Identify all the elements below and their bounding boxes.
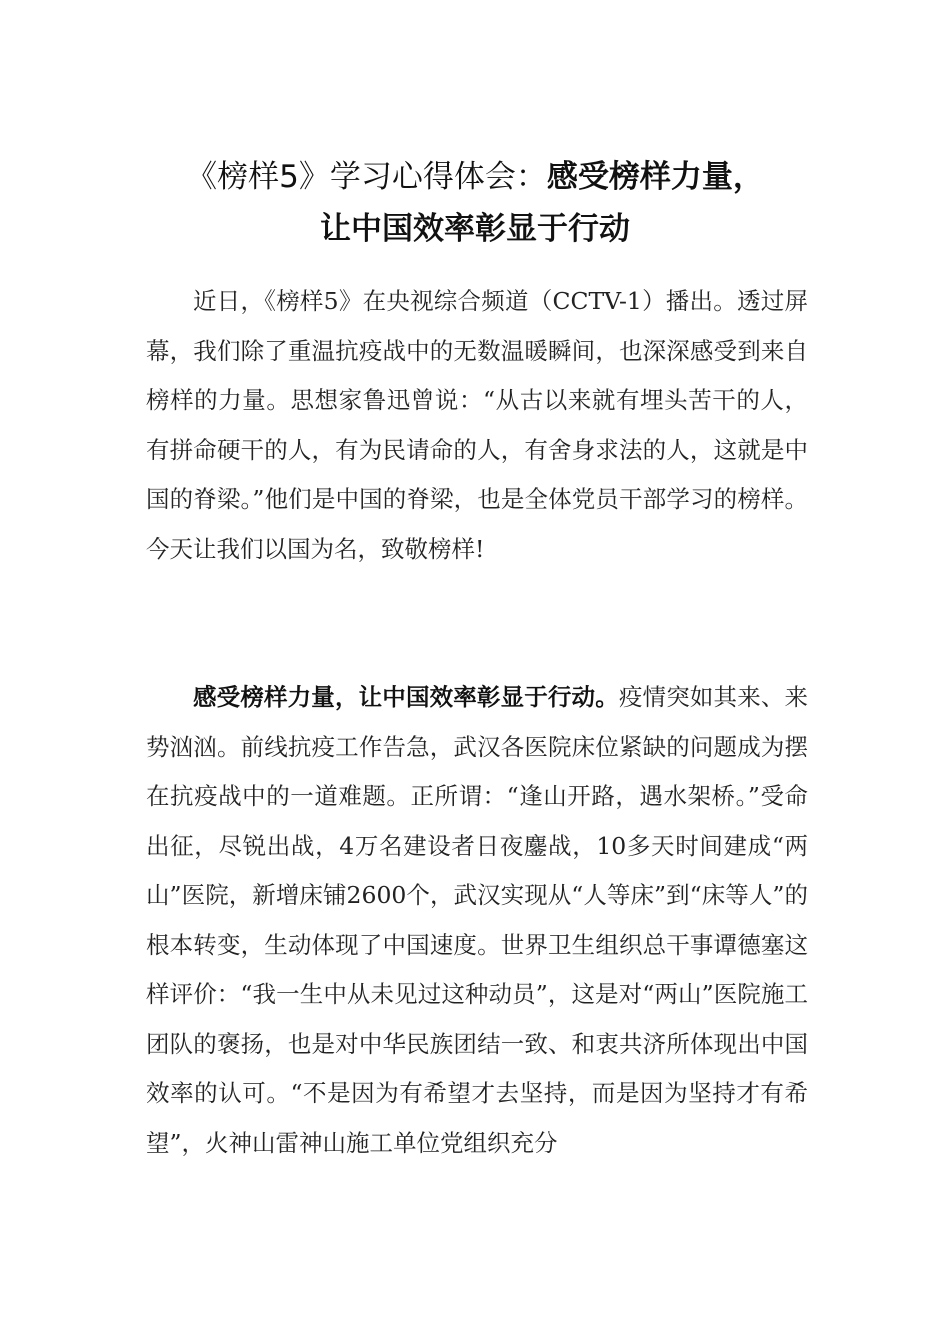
paragraph-lead-heading: 感受榜样力量，让中国效率彰显于行动。	[193, 683, 619, 711]
document-title-line-2: 让中国效率彰显于行动	[320, 211, 630, 247]
paragraph-body: 疫情突如其来、来势汹汹。前线抗疫工作告急，武汉各医院床位紧缺的问题成为摆在抗疫战中的一道难题。正所谓：“逢山开路，遇水架桥。”受命出征，尽锐出战，4万名建设者日夜鏖战，10多天时间建成“两山”医院，新增床铺2600个，武汉实现从“人等床”到“床等人”的根本转变，生动体现了中国速度。世界卫生组织总干事谭德塞这样评价：“我一生中从未见过这种动员”，这是对“两山”医院施工团队的褒扬，也是对中华民族团结一致、和衷共济所体现出中国效率的认可。“不是因为有希望才去坚持，而是因为坚持才有希望”，火神山雷神山施工单位党组织充分	[146, 683, 809, 1157]
paragraph-section-1	[146, 673, 808, 1168]
document-title-line-1	[120, 148, 830, 206]
title-emphasis: 感受榜样力量，	[546, 159, 764, 195]
title-prefix: 《榜样5》学习心得体会：	[186, 159, 547, 195]
paragraph-intro: 近日，《榜样5》在央视综合频道（CCTV-1）播出。透过屏幕，我们除了重温抗疫战中的无数温暖瞬间，也深深感受到来自榜样的力量。思想家鲁迅曾说：“从古以来就有埋头苦干的人，有拼命硬干的人，有为民请命的人，有舍身求法的人，这就是中国的脊梁。”他们是中国的脊梁，也是全体党员干部学习的榜样。今天让我们以国为名，致敬榜样!	[146, 287, 808, 563]
